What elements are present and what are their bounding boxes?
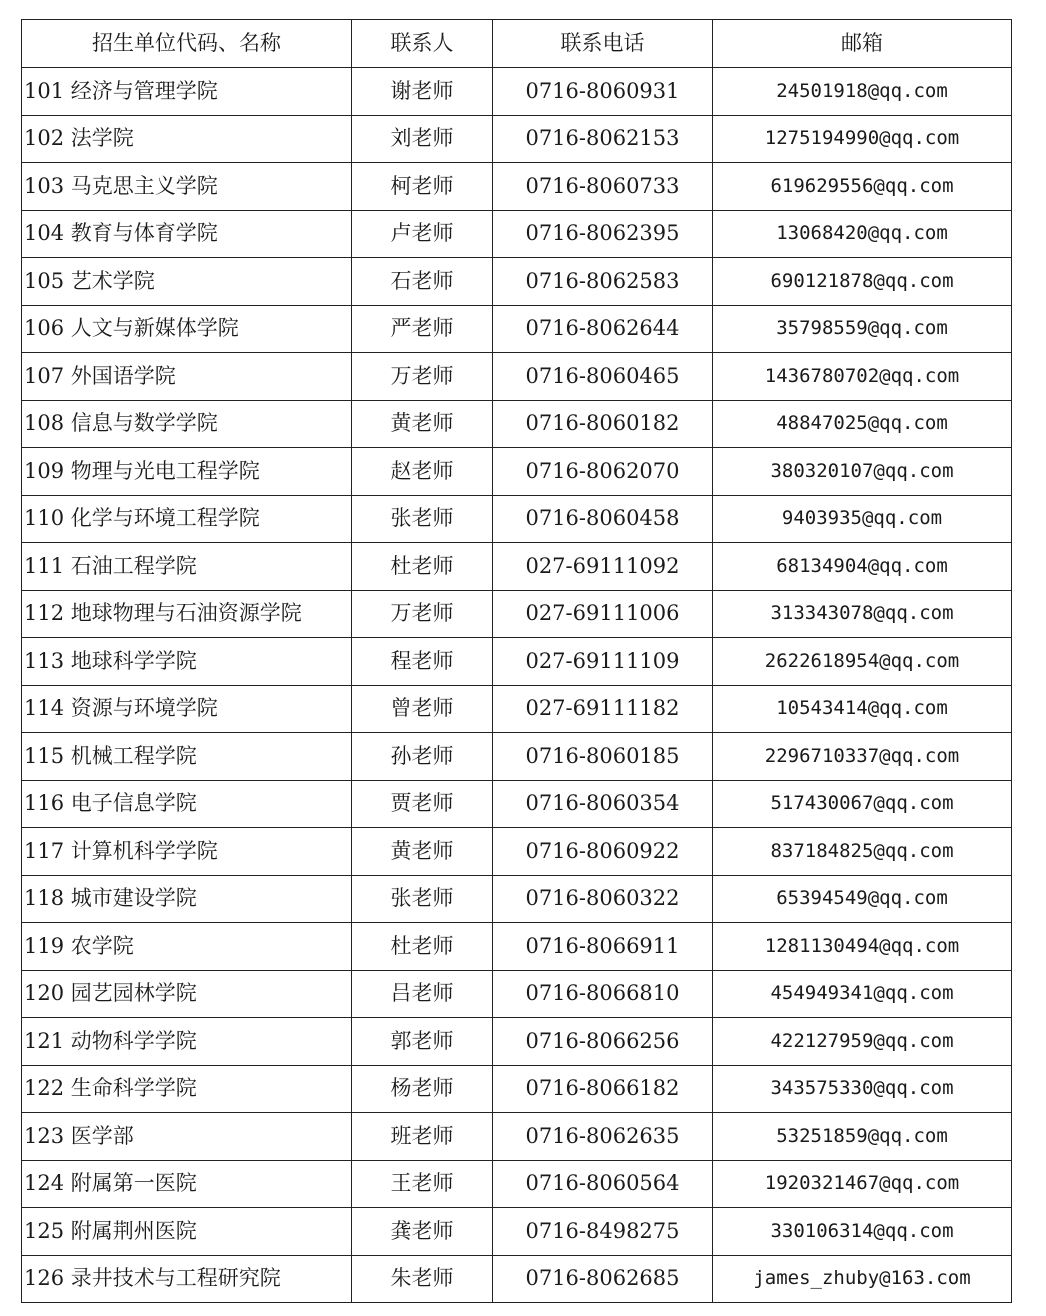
email-cell: 48847025@qq.com: [713, 400, 1012, 448]
phone-cell: 0716-8060354: [493, 780, 713, 828]
table-row: [22, 590, 1012, 638]
table-row: [22, 638, 1012, 686]
table-row: [22, 543, 1012, 591]
phone-cell: 0716-8060322: [493, 875, 713, 923]
phone-cell: 0716-8062644: [493, 305, 713, 353]
phone-cell: 0716-8060182: [493, 400, 713, 448]
unit-cell: 101 经济与管理学院: [22, 68, 352, 116]
table-row: [22, 780, 1012, 828]
contact-person-cell: 贾老师: [352, 780, 493, 828]
unit-cell: 114 资源与环境学院: [22, 685, 352, 733]
table-row: [22, 685, 1012, 733]
unit-cell: 115 机械工程学院: [22, 733, 352, 781]
phone-cell: 0716-8062583: [493, 258, 713, 306]
contact-person-cell: 杜老师: [352, 923, 493, 971]
phone-cell: 0716-8066256: [493, 1018, 713, 1066]
table-row: [22, 875, 1012, 923]
unit-cell: 124 附属第一医院: [22, 1160, 352, 1208]
email-cell: 343575330@qq.com: [713, 1065, 1012, 1113]
email-cell: 2296710337@qq.com: [713, 733, 1012, 781]
phone-cell: 027-69111006: [493, 590, 713, 638]
email-cell: 24501918@qq.com: [713, 68, 1012, 116]
contact-person-cell: 张老师: [352, 875, 493, 923]
phone-cell: 0716-8062395: [493, 210, 713, 258]
unit-cell: 122 生命科学学院: [22, 1065, 352, 1113]
contact-person-cell: 黄老师: [352, 400, 493, 448]
contact-person-cell: 班老师: [352, 1113, 493, 1161]
unit-cell: 118 城市建设学院: [22, 875, 352, 923]
contact-person-cell: 卢老师: [352, 210, 493, 258]
contact-person-cell: 石老师: [352, 258, 493, 306]
contact-person-cell: 张老师: [352, 495, 493, 543]
email-cell: 837184825@qq.com: [713, 828, 1012, 876]
table-row: [22, 448, 1012, 496]
email-cell: 2622618954@qq.com: [713, 638, 1012, 686]
phone-cell: 0716-8062153: [493, 115, 713, 163]
contact-person-cell: 孙老师: [352, 733, 493, 781]
phone-cell: 0716-8060465: [493, 353, 713, 401]
contact-person-cell: 刘老师: [352, 115, 493, 163]
unit-cell: 116 电子信息学院: [22, 780, 352, 828]
table-row: [22, 1113, 1012, 1161]
unit-cell: 106 人文与新媒体学院: [22, 305, 352, 353]
email-cell: 619629556@qq.com: [713, 163, 1012, 211]
phone-cell: 0716-8060931: [493, 68, 713, 116]
contact-person-cell: 王老师: [352, 1160, 493, 1208]
table-row: [22, 163, 1012, 211]
email-cell: 9403935@qq.com: [713, 495, 1012, 543]
email-cell: 422127959@qq.com: [713, 1018, 1012, 1066]
unit-cell: 125 附属荆州医院: [22, 1208, 352, 1256]
contact-person-cell: 吕老师: [352, 970, 493, 1018]
contact-person-cell: 黄老师: [352, 828, 493, 876]
phone-cell: 0716-8060564: [493, 1160, 713, 1208]
email-cell: 68134904@qq.com: [713, 543, 1012, 591]
email-cell: 13068420@qq.com: [713, 210, 1012, 258]
contact-table: [21, 19, 1012, 1303]
table-row: [22, 258, 1012, 306]
table-header-row: [22, 20, 1012, 68]
unit-cell: 103 马克思主义学院: [22, 163, 352, 211]
contact-person-cell: 龚老师: [352, 1208, 493, 1256]
table-row: [22, 305, 1012, 353]
email-cell: 1436780702@qq.com: [713, 353, 1012, 401]
table-row: [22, 353, 1012, 401]
phone-cell: 0716-8066911: [493, 923, 713, 971]
table-row: [22, 1018, 1012, 1066]
phone-cell: 0716-8060922: [493, 828, 713, 876]
contact-person-cell: 柯老师: [352, 163, 493, 211]
unit-cell: 123 医学部: [22, 1113, 352, 1161]
contact-person-cell: 万老师: [352, 353, 493, 401]
email-cell: 1920321467@qq.com: [713, 1160, 1012, 1208]
phone-cell: 0716-8066182: [493, 1065, 713, 1113]
table-body: [22, 68, 1012, 1303]
email-cell: 35798559@qq.com: [713, 305, 1012, 353]
table-row: [22, 1208, 1012, 1256]
contact-person-cell: 朱老师: [352, 1255, 493, 1303]
table-row: [22, 828, 1012, 876]
unit-cell: 121 动物科学学院: [22, 1018, 352, 1066]
email-cell: 65394549@qq.com: [713, 875, 1012, 923]
email-cell: 1281130494@qq.com: [713, 923, 1012, 971]
header-phone: 联系电话: [493, 20, 713, 68]
email-cell: 53251859@qq.com: [713, 1113, 1012, 1161]
email-cell: 313343078@qq.com: [713, 590, 1012, 638]
contact-person-cell: 杜老师: [352, 543, 493, 591]
table-row: [22, 210, 1012, 258]
phone-cell: 027-69111092: [493, 543, 713, 591]
phone-cell: 027-69111109: [493, 638, 713, 686]
unit-cell: 109 物理与光电工程学院: [22, 448, 352, 496]
table-row: [22, 923, 1012, 971]
email-cell: 690121878@qq.com: [713, 258, 1012, 306]
header-unit: 招生单位代码、名称: [22, 20, 352, 68]
contact-person-cell: 谢老师: [352, 68, 493, 116]
email-cell: 380320107@qq.com: [713, 448, 1012, 496]
phone-cell: 0716-8062070: [493, 448, 713, 496]
table-row: [22, 1255, 1012, 1303]
email-cell: 10543414@qq.com: [713, 685, 1012, 733]
header-email: 邮箱: [713, 20, 1012, 68]
unit-cell: 113 地球科学学院: [22, 638, 352, 686]
contact-person-cell: 严老师: [352, 305, 493, 353]
phone-cell: 0716-8066810: [493, 970, 713, 1018]
email-cell: 517430067@qq.com: [713, 780, 1012, 828]
unit-cell: 126 录井技术与工程研究院: [22, 1255, 352, 1303]
unit-cell: 104 教育与体育学院: [22, 210, 352, 258]
phone-cell: 0716-8060458: [493, 495, 713, 543]
table-row: [22, 733, 1012, 781]
header-contact-person: 联系人: [352, 20, 493, 68]
phone-cell: 0716-8062685: [493, 1255, 713, 1303]
unit-cell: 119 农学院: [22, 923, 352, 971]
table-row: [22, 970, 1012, 1018]
table-row: [22, 68, 1012, 116]
contact-person-cell: 杨老师: [352, 1065, 493, 1113]
unit-cell: 112 地球物理与石油资源学院: [22, 590, 352, 638]
table-row: [22, 400, 1012, 448]
phone-cell: 0716-8062635: [493, 1113, 713, 1161]
contact-person-cell: 万老师: [352, 590, 493, 638]
contact-person-cell: 曾老师: [352, 685, 493, 733]
table-row: [22, 115, 1012, 163]
unit-cell: 110 化学与环境工程学院: [22, 495, 352, 543]
phone-cell: 0716-8498275: [493, 1208, 713, 1256]
unit-cell: 108 信息与数学学院: [22, 400, 352, 448]
email-cell: 330106314@qq.com: [713, 1208, 1012, 1256]
contact-person-cell: 赵老师: [352, 448, 493, 496]
table-row: [22, 495, 1012, 543]
contact-person-cell: 程老师: [352, 638, 493, 686]
unit-cell: 105 艺术学院: [22, 258, 352, 306]
table-row: [22, 1160, 1012, 1208]
email-cell: 454949341@qq.com: [713, 970, 1012, 1018]
unit-cell: 102 法学院: [22, 115, 352, 163]
contact-sheet: [21, 19, 1012, 1303]
unit-cell: 117 计算机科学学院: [22, 828, 352, 876]
phone-cell: 027-69111182: [493, 685, 713, 733]
email-cell: 1275194990@qq.com: [713, 115, 1012, 163]
contact-person-cell: 郭老师: [352, 1018, 493, 1066]
unit-cell: 111 石油工程学院: [22, 543, 352, 591]
table-row: [22, 1065, 1012, 1113]
phone-cell: 0716-8060733: [493, 163, 713, 211]
unit-cell: 107 外国语学院: [22, 353, 352, 401]
email-cell: james_zhuby@163.com: [713, 1255, 1012, 1303]
unit-cell: 120 园艺园林学院: [22, 970, 352, 1018]
phone-cell: 0716-8060185: [493, 733, 713, 781]
